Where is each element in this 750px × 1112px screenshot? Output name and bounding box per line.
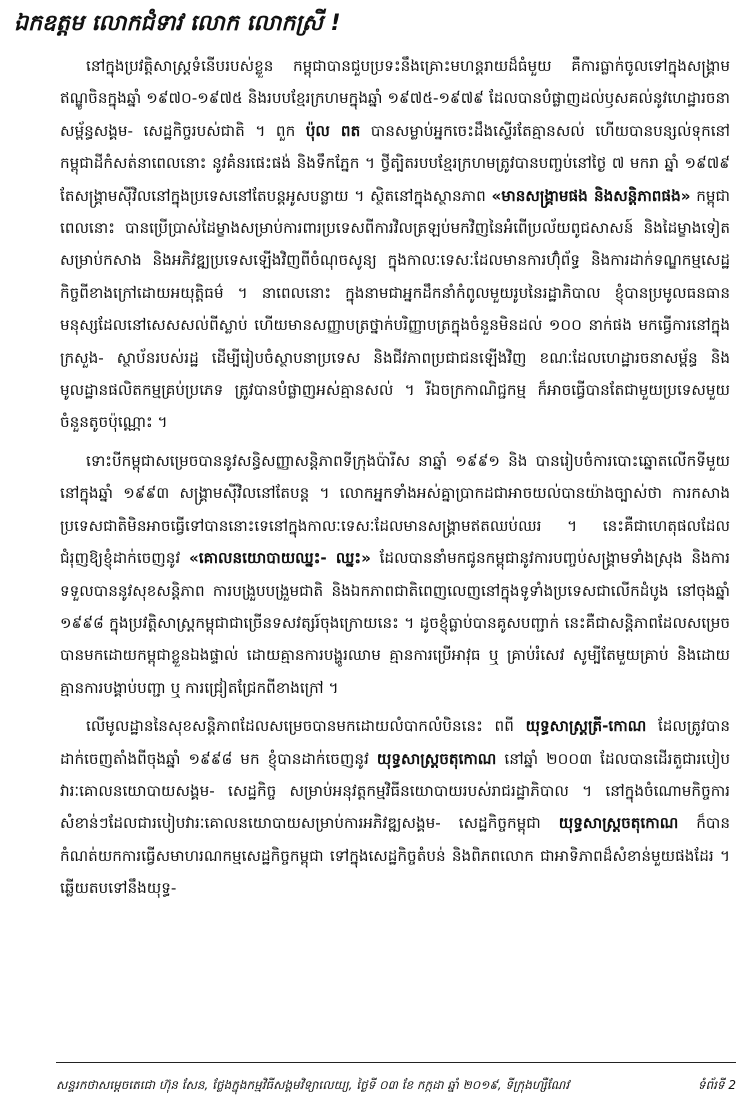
page-number: ទំព័រទី 2 <box>697 1078 736 1092</box>
text-run: បានសម្លាប់អ្នកចេះដឹងស្ទើរតែគ្មានសល់ ហើយបានបន្សល់ទុកនៅកម្ពុជាដីកំសត់នាពេលនោះ នូវគំនរផេះផង់ និងទឹកភ្នែក ។ ថ្វីត្បិតរបបខ្មែរក្រហមត្រូវបានបញ្ចប់នៅថ្ងៃ ៧ មករា ឆ្នាំ ១៩៧៩ តែសង្គ្រាមស៊ីវិលនៅក្នុងប្រទេសនៅតែបន្តអូសបន្លាយ ។ ស្ថិតនៅក្នុងស្ថានភាព <box>60 121 730 205</box>
text-run: កម្ពុជាពេលនោះ បានប្រើប្រាស់ដៃម្ខាងសម្រាប់ការពារប្រទេសពីការវិលត្រឡប់មកវិញនៃអំពើប្រល័យពូជសាសន៍ និងដៃម្ខាងទៀតសម្រាប់កសាង និងអភិវឌ្ឍប្រទេសឡើងវិញពីចំណុចសូន្យ ក្នុងកាលៈទេសៈដែលមានការហ៊ុំព័ទ្ធ និងការដាក់ទណ្ឌកម្មសេដ្ឋកិច្ចពីខាងក្រៅដោយអយុត្តិធម៌ ។ នាពេលនោះ ក្នុងនាមជាអ្នកដឹកនាំកំពូលមួយរូបនៃរដ្ឋាភិបាល ខ្ញុំបានប្រមូលធនធានមនុស្សដែលនៅសេសសល់ពីស្លាប់ ហើយមានសញ្ញាបត្រថ្នាក់បរិញ្ញាបត្រក្នុងចំនួនមិនដល់ ១០០ នាក់ផង មកធ្វើការនៅក្នុងក្រសួង- ស្ថាប័នរបស់រដ្ឋ ដើម្បីរៀបចំស្ថាបនាប្រទេស និងជីវភាពប្រជាជនឡើងវិញ ខណៈដែលហេដ្ឋារចនាសម្ព័ន្ធ និងមូលដ្ឋានផលិតកម្មគ្រប់ប្រភេទ ត្រូវបានបំផ្លាញអស់គ្មានសល់ ។ រីឯចក្រកាណិជ្ជកម្ម ក៏អាចធ្វើបានតែជាមួយប្រទេសមួយចំនួនតូចប៉ុណ្ណោះ ។ <box>60 186 730 432</box>
page-footer <box>56 1072 736 1098</box>
bold-phrase: យុទ្ធសាស្ត្រចតុកោណ <box>376 749 497 768</box>
text-run: នៅឆ្នាំ ២០០៣ ដែលបានដើរតួជារបៀបវារៈគោលនយោបាយសង្គម- សេដ្ឋកិច្ច សម្រាប់អនុវត្តកម្មវិធីនយោបាយរបស់រាជរដ្ឋាភិបាល ។ នៅក្នុងចំណោមកិច្ចការសំខាន់ៗដែលជារបៀបវារៈគោលនយោបាយសម្រាប់ការអភិវឌ្ឍសង្គម- សេដ្ឋកិច្ចកម្ពុជា <box>60 749 730 833</box>
footer-divider <box>56 1062 736 1063</box>
text-run: លើមូលដ្ឋាននៃសុខសន្តិភាពដែលសម្រេចបានមកដោយលំបាកលំបិននេះ ពពី <box>86 717 526 736</box>
text-run: ក៏បានកំណត់យកការធ្វើសមាហរណកម្មសេដ្ឋកិច្ចកម្ពុជា ទៅក្នុងសេដ្ឋកិច្ចតំបន់ និងពិភពលោក ជាអាទិភាពដ៏សំខាន់មួយផងដែរ ។ ឆ្លើយតបទៅនឹងយុទ្ធ- <box>60 814 730 898</box>
salutation-heading: ឯកឧត្តម លោកជំទាវ លោក លោកស្រី ! <box>14 11 341 36</box>
footer-source: សន្ទរកថាសម្តេចតេជោ ហ៊ុន សែន, ថ្លែងក្នុងកម្មវិធីសង្គមវិទ្យាលេយ្យ, ថ្ងៃទី ០៣ ខែ កក្កដា ឆ្នាំ ២០១៩, ទីក្រុងហ្សឺណែវ <box>56 1078 570 1092</box>
text-run: នៅក្នុងប្រវត្តិសាស្ត្រទំនើបរបស់ខ្លួន កម្ពុជាបានជួបប្រទះនឹងគ្រោះមហន្តរាយដ៏ធំមួយ គឺការធ្លាក់ចូលទៅក្នុងសង្គ្រាមឥណ្ឌូចិនក្នុងឆ្នាំ ១៩៧០-១៩៧៥ និងរបបខ្មែរក្រហមក្នុងឆ្នាំ ១៩៧៥-១៩៧៩ ដែលបានបំផ្លាញដល់ឫសគល់នូវហេដ្ឋារចនាសម្ព័ន្ធសង្គម- សេដ្ឋកិច្ចរបស់ជាតិ ។ ពួក <box>60 57 730 140</box>
text-run: ដែលបាននាំមកជូនកម្ពុជានូវការបញ្ចប់សង្គ្រាមទាំងស្រុង និងការទទួលបាននូវសុខសន្តិភាព ការបង្រួបបង្រួមជាតិ និងឯកភាពជាតិពេញលេញនៅក្នុងទូទាំងប្រទេសជាលើកដំបូង នៅចុងឆ្នាំ ១៩៩៨ ក្នុងប្រវត្តិសាស្ត្រកម្ពុជាជាច្រើនទសវត្សរ៍ចុងក្រោយនេះ ។ ដូចខ្ញុំធ្លាប់បានគូសបញ្ជាក់ នេះគឺជាសន្តិភាពដែលសម្រេចបានមកដោយកម្ពុជាខ្លួនឯងផ្ទាល់ ដោយគ្មានការបង្ហូរឈាម គ្មានការប្រើអាវុធ ឬ គ្រាប់រំសេវ សូម្បីតែមួយគ្រាប់ និងដោយគ្មានការបង្គាប់បញ្ជា ឬ ការជ្រៀតជ្រែកពីខាងក្រៅ ។ <box>60 549 730 697</box>
bold-phrase: ប៉ុល ពត <box>305 121 361 140</box>
text-run: ទោះបីកម្ពុជាសម្រេចបាននូវសន្ធិសញ្ញាសន្តិភាពទីក្រុងប៉ារីស នាឆ្នាំ ១៩៩១ និង បានរៀបចំការបោះឆ្នោតលើកទីមួយនៅក្នុងឆ្នាំ ១៩៩៣ សង្គ្រាមស៊ីវិលនៅតែបន្ត ។ លោកអ្នកទាំងអស់គ្នាប្រាកដជាអាចយល់បានយ៉ាងច្បាស់ថា ការកសាងប្រទេសជាតិមិនអាចធ្វើទៅបាននោះទេនៅក្នុងកាលៈទេសៈដែលមានសង្គ្រាមឥតឈប់ឈរ ។ នេះគឺជាហេតុផលដែលជំរុញឱ្យខ្ញុំដាក់ចេញនូវ <box>60 451 730 568</box>
bold-phrase: «មានសង្គ្រាមផង និងសន្តិភាពផង» <box>491 186 691 205</box>
paragraph <box>60 445 730 704</box>
paragraph <box>60 50 730 439</box>
paragraph <box>60 710 730 904</box>
bold-phrase: យុទ្ធសាស្ត្រចតុកោណ <box>558 814 679 833</box>
speech-body <box>60 50 730 1045</box>
bold-phrase: «គោលនយោបាយឈ្នះ- ឈ្នះ» <box>188 549 371 568</box>
bold-phrase: យុទ្ធសាស្ត្រត្រី-កោណ <box>525 717 647 736</box>
text-run: ដែលត្រូវបានដាក់ចេញតាំងពីចុងឆ្នាំ ១៩៩៨ មក ខ្ញុំបានដាក់ចេញនូវ <box>60 717 730 768</box>
